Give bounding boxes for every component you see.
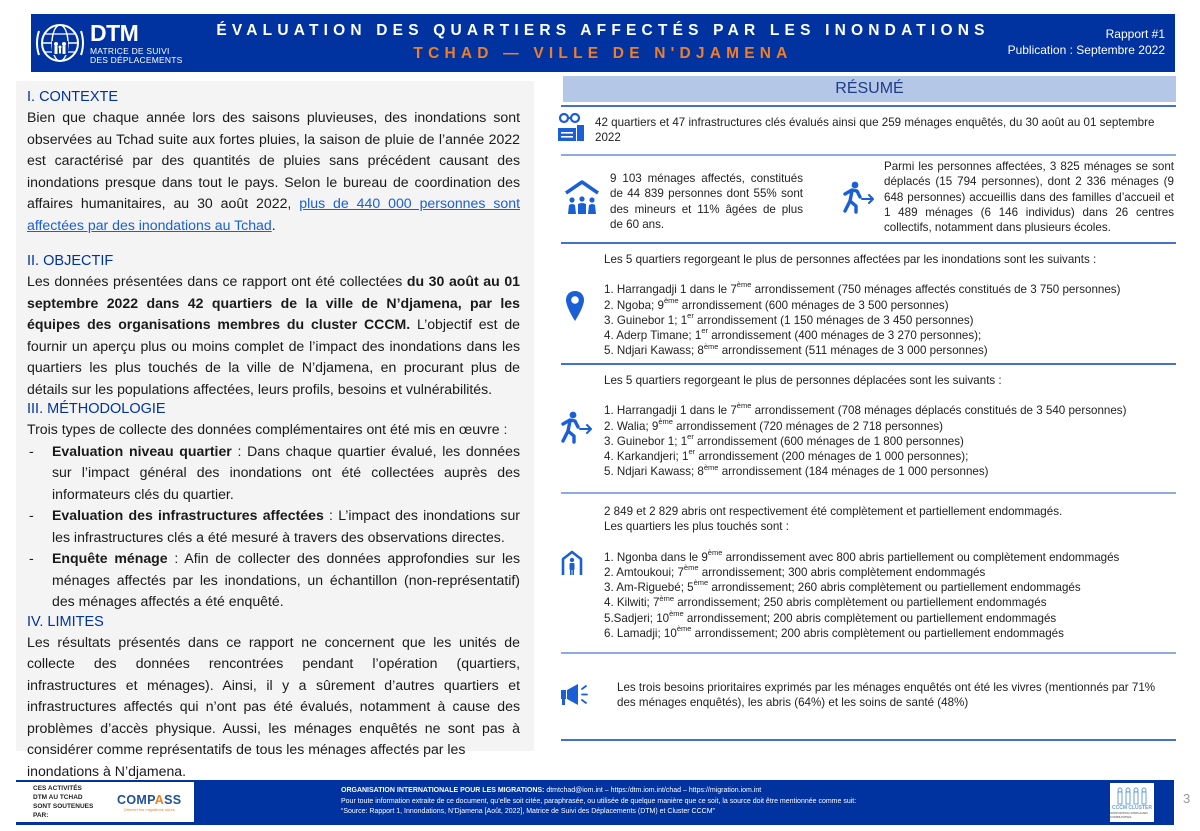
iom-globe-icon [36, 19, 84, 67]
person-running-icon [559, 410, 593, 444]
cccm-name: CCCM CLUSTER [1112, 804, 1152, 811]
list-item: 1. Harrangadji 1 dans le 7ème arrondissement (708 ménages déplacés constitués de 3 540 personnes) [604, 401, 1127, 418]
cccm-cluster-logo [1110, 783, 1154, 822]
list-item: 2. Amtoukoui; 7ème arrondissement; 300 abris complètement endommagés [604, 563, 986, 579]
item-label: Evaluation niveau quartier [52, 442, 232, 459]
objectif-text: Les données présentées dans ce rapport ont été collectées [27, 273, 407, 289]
list-item: 3. Guinebor 1; 1er arrondissement (600 ménages de 1 800 personnes) [604, 432, 964, 448]
sponsor-text: CES ACTIVITÉS DTM AU TCHAD SONT SOUTENUES PAR: [33, 785, 94, 819]
list-item: 5.Sadjeri; 10ème arrondissement; 200 abris complètement ou partiellement endommagés [604, 608, 1057, 625]
report-header [31, 14, 1175, 72]
top-displaced-intro: Les 5 quartiers regorgeant le plus de personnes déplacées sont les suivants : [604, 374, 1002, 387]
binoculars-icon [558, 112, 588, 142]
report-footer [16, 780, 1174, 825]
item-label: Evaluation des infrastructures affectées [52, 507, 324, 523]
cccm-people-icon [1116, 787, 1148, 805]
list-item: 4. Karkandjeri; 1er arrondissement (200 ménages de 1 000 personnes); [604, 447, 969, 464]
affected-summary [561, 156, 831, 242]
list-item: 2. Ngoba; 9ème arrondissement (600 ménages de 3 500 personnes) [604, 295, 949, 312]
family-shelter-icon [564, 179, 600, 217]
priority-needs-summary [561, 654, 1176, 739]
top-affected-intro: Les 5 quartiers regorgeant le plus de personnes affectées par les inondations sont les suivants : [604, 253, 1097, 266]
report-title: ÉVALUATION DES QUARTIERS AFFECTÉS PAR LES INONDATIONS [216, 22, 990, 39]
list-item: 4. Aderp Timane; 1er arrondissement (400 ménages de 3 270 personnes); [604, 326, 982, 343]
megaphone-icon [561, 684, 591, 708]
compass-tagline: Orienter les migrations sûres [123, 806, 175, 812]
methodologie-item [27, 548, 520, 613]
section-title-limites: IV. LIMITES [27, 613, 104, 630]
methodologie-item [27, 441, 520, 506]
methodologie-colon: : [503, 421, 508, 437]
citation-notice: Pour toute information extraite de ce document, qu’elle soit citée, paraphrasée, ou utilisée de quelque manière que ce soit, la source doit être mentionnée comme suit: [341, 797, 857, 805]
section-title-contexte: I. CONTEXTE [27, 89, 119, 105]
methodologie-intro [27, 419, 520, 441]
methodologie-list [27, 441, 520, 613]
section-title-methodologie: III. MÉTHODOLOGIE [27, 401, 166, 417]
publication-date: Publication : Septembre 2022 [1007, 43, 1165, 57]
coverage-text: 42 quartiers et 47 infrastructures clés évalués ainsi que 259 ménages enquêtés, du 30 août au 01 septembre 2022 [595, 116, 1155, 145]
top-displaced-neighborhoods [561, 365, 1176, 492]
top-displaced-list [604, 403, 1176, 479]
objectif-paragraph [27, 271, 520, 400]
methodologie-item [27, 505, 520, 548]
shelter-intro-2: Les quartiers les plus touchés sont : [604, 520, 789, 534]
list-item: 3. Am-Riguebé; 5ème arrondissement; 260 abris complètement ou partiellement endommagés [604, 578, 1081, 595]
page-number: 3 [1183, 791, 1191, 806]
item-text: : Dans chaque quartier évalué, les données sur l’impact général des inondations ont été collectées auprès des informateurs clés du quartier. [52, 442, 520, 502]
dtm-logo [36, 18, 182, 68]
footer-contact-info [341, 786, 856, 818]
logo-acronym: DTM [90, 19, 139, 46]
item-text: : L’impact des inondations sur les infrastructures clés a été mesuré à travers des observations directes. [52, 507, 520, 545]
list-item: 2. Walia; 9ème arrondissement (720 ménages de 2 718 personnes) [604, 416, 943, 433]
section-title-objectif: II. OBJECTIF [27, 253, 114, 269]
methodologie-intro-text: Trois types de collecte des données complémentaires ont été mis en œuvre [27, 421, 504, 437]
list-item: 4. Kilwiti; 7ème arrondissement; 250 abris complètement ou partiellement endommagés [604, 593, 1047, 610]
shelter-damage-summary [561, 494, 1176, 652]
item-label: Enquête ménage [52, 550, 168, 566]
contexte-text: Bien que chaque année lors des saisons pluvieuses, des inondations sont observées au Tchad suite aux fortes pluies, la saison de pluie de l’année 2022 est caractérisé par des quantités de pluies sans précédent causant des inondations presque dans tout le pays. Selon le bureau de coordination des affaires humanitaires, au 30 août 2022, [27, 109, 520, 211]
left-column [16, 81, 534, 779]
shelter-person-icon [561, 550, 583, 576]
displaced-text: Parmi les personnes affectées, 3 825 ménages se sont déplacés (15 794 personnes), dont 2 336 ménages (9 648 personnes) accueillis dans des familles d’accueil et 1 489 ménages (6 146 individus) dans 26 centres collectifs, notamment dans plusieurs écoles. [884, 160, 1174, 235]
report-subtitle: TCHAD — VILLE DE N'DJAMENA [413, 45, 793, 62]
needs-text: Les trois besoins prioritaires exprimés par les ménages enquêtés ont été les vivres (mentionnés par 71% des ménages enquêtés), les abris (64%) et les soins de santé (48%) [617, 681, 1156, 710]
item-text: : Afin de collecter des données approfondies sur les ménages affectés par les inondations, un échantillon (non-représentatif) des ménages affectés a été enquêté. [52, 550, 520, 609]
coverage-summary [561, 107, 1176, 154]
list-item: 3. Guinebor 1; 1er arrondissement (1 150 ménages de 3 450 personnes) [604, 311, 974, 327]
ocha-source-link[interactable]: plus de 440 000 personnes sont affectées par des inondations au Tchad [27, 195, 520, 233]
displaced-summary [831, 156, 1176, 242]
logo-subtitle-2: DES DÉPLACEMENTS [90, 55, 183, 65]
report-number: Rapport #1 [1105, 27, 1165, 41]
org-label: ORGANISATION INTERNATIONALE POUR LES MIGRATIONS: [341, 787, 545, 794]
org-contacts[interactable]: dtmtchad@iom.int – https:/dtm.iom.int/chad – https://migration.iom.int [544, 787, 762, 794]
top-affected-neighborhoods [561, 244, 1176, 363]
contexte-paragraph [27, 107, 520, 236]
resume-title: RÉSUMÉ [563, 76, 1176, 102]
list-item: 6. Lamadji; 10ème arrondissement; 200 abris complètement ou partiellement endommagés [604, 624, 1064, 641]
citation-text: “Source: Rapport 1, Innondations, N’Djamena [Août, 2022], Matrice de Suivi des Déplacements (DTM) et Cluster CCCM” [341, 808, 715, 815]
list-item: 1. Ngonba dans le 9ème arrondissement avec 800 abris partiellement ou complètement endommagés [604, 547, 1120, 564]
sponsor-box [16, 782, 194, 822]
contexte-end: . [271, 216, 276, 233]
objectif-bold-text: du 30 août au 01 septembre 2022 dans 42 quartiers de la ville de N’djamena, par les équipes des organisations membres du cluster CCCM. [27, 273, 521, 332]
person-running-icon [841, 180, 875, 214]
shelter-list [604, 547, 1176, 642]
resume-column [561, 76, 1176, 741]
affected-text: 9 103 ménages affectés, constitués de 44 839 personnes dont 55% sont des mineurs et 11% âgées de plus de 60 ans. [610, 172, 803, 231]
objectif-text-after: L’objectif est de fournir un aperçu plus ou moins complet de l’impact des inondations dans les quartiers les plus touchés de la ville de N’djamena, en procurant plus de détails sur les populations affectées, leurs profils, besoins et vulnérabilités. [27, 316, 520, 397]
cccm-sub: SUPPORTING DISPLACED COMMUNITIES [1110, 810, 1148, 819]
shelter-intro-1: 2 849 et 2 829 abris ont respectivement été complètement et partiellement endommagés. [604, 505, 1063, 518]
list-item: 5. Ndjari Kawass; 8ème arrondissement (184 ménages de 1 000 personnes) [604, 462, 989, 479]
limites-last-line: inondations à N’djamena. [16, 761, 534, 783]
affected-displaced-summary [561, 156, 1176, 242]
list-item: 1. Harrangadji 1 dans le 7ème arrondissement (750 ménages affectés constitués de 3 750 personnes) [604, 280, 1121, 297]
compass-logo: COMPASS Orienter les migrations sûres [117, 792, 182, 812]
top-affected-list [604, 282, 1176, 358]
limites-paragraph: Les résultats présentés dans ce rapport ne concernent que les unités de collecte des données rencontrées pendant l’opération (quartiers, infrastructures et ménages). Ainsi, il y a sûrement d’autres quartiers et infrastructures affectés qui n’ont pas été évalués, notamment à cause des problèmes d’accès physique. Aussi, les ménages enquêtés ne sont pas à considérer comme représentatifs de tous les ménages affectés par les [27, 633, 520, 757]
logo-subtitle-1: MATRICE DE SUIVI [90, 45, 170, 56]
map-pin-icon [565, 290, 585, 322]
list-item: 5. Ndjari Kawass; 8ème arrondissement (511 ménages de 3 000 personnes) [604, 341, 988, 358]
